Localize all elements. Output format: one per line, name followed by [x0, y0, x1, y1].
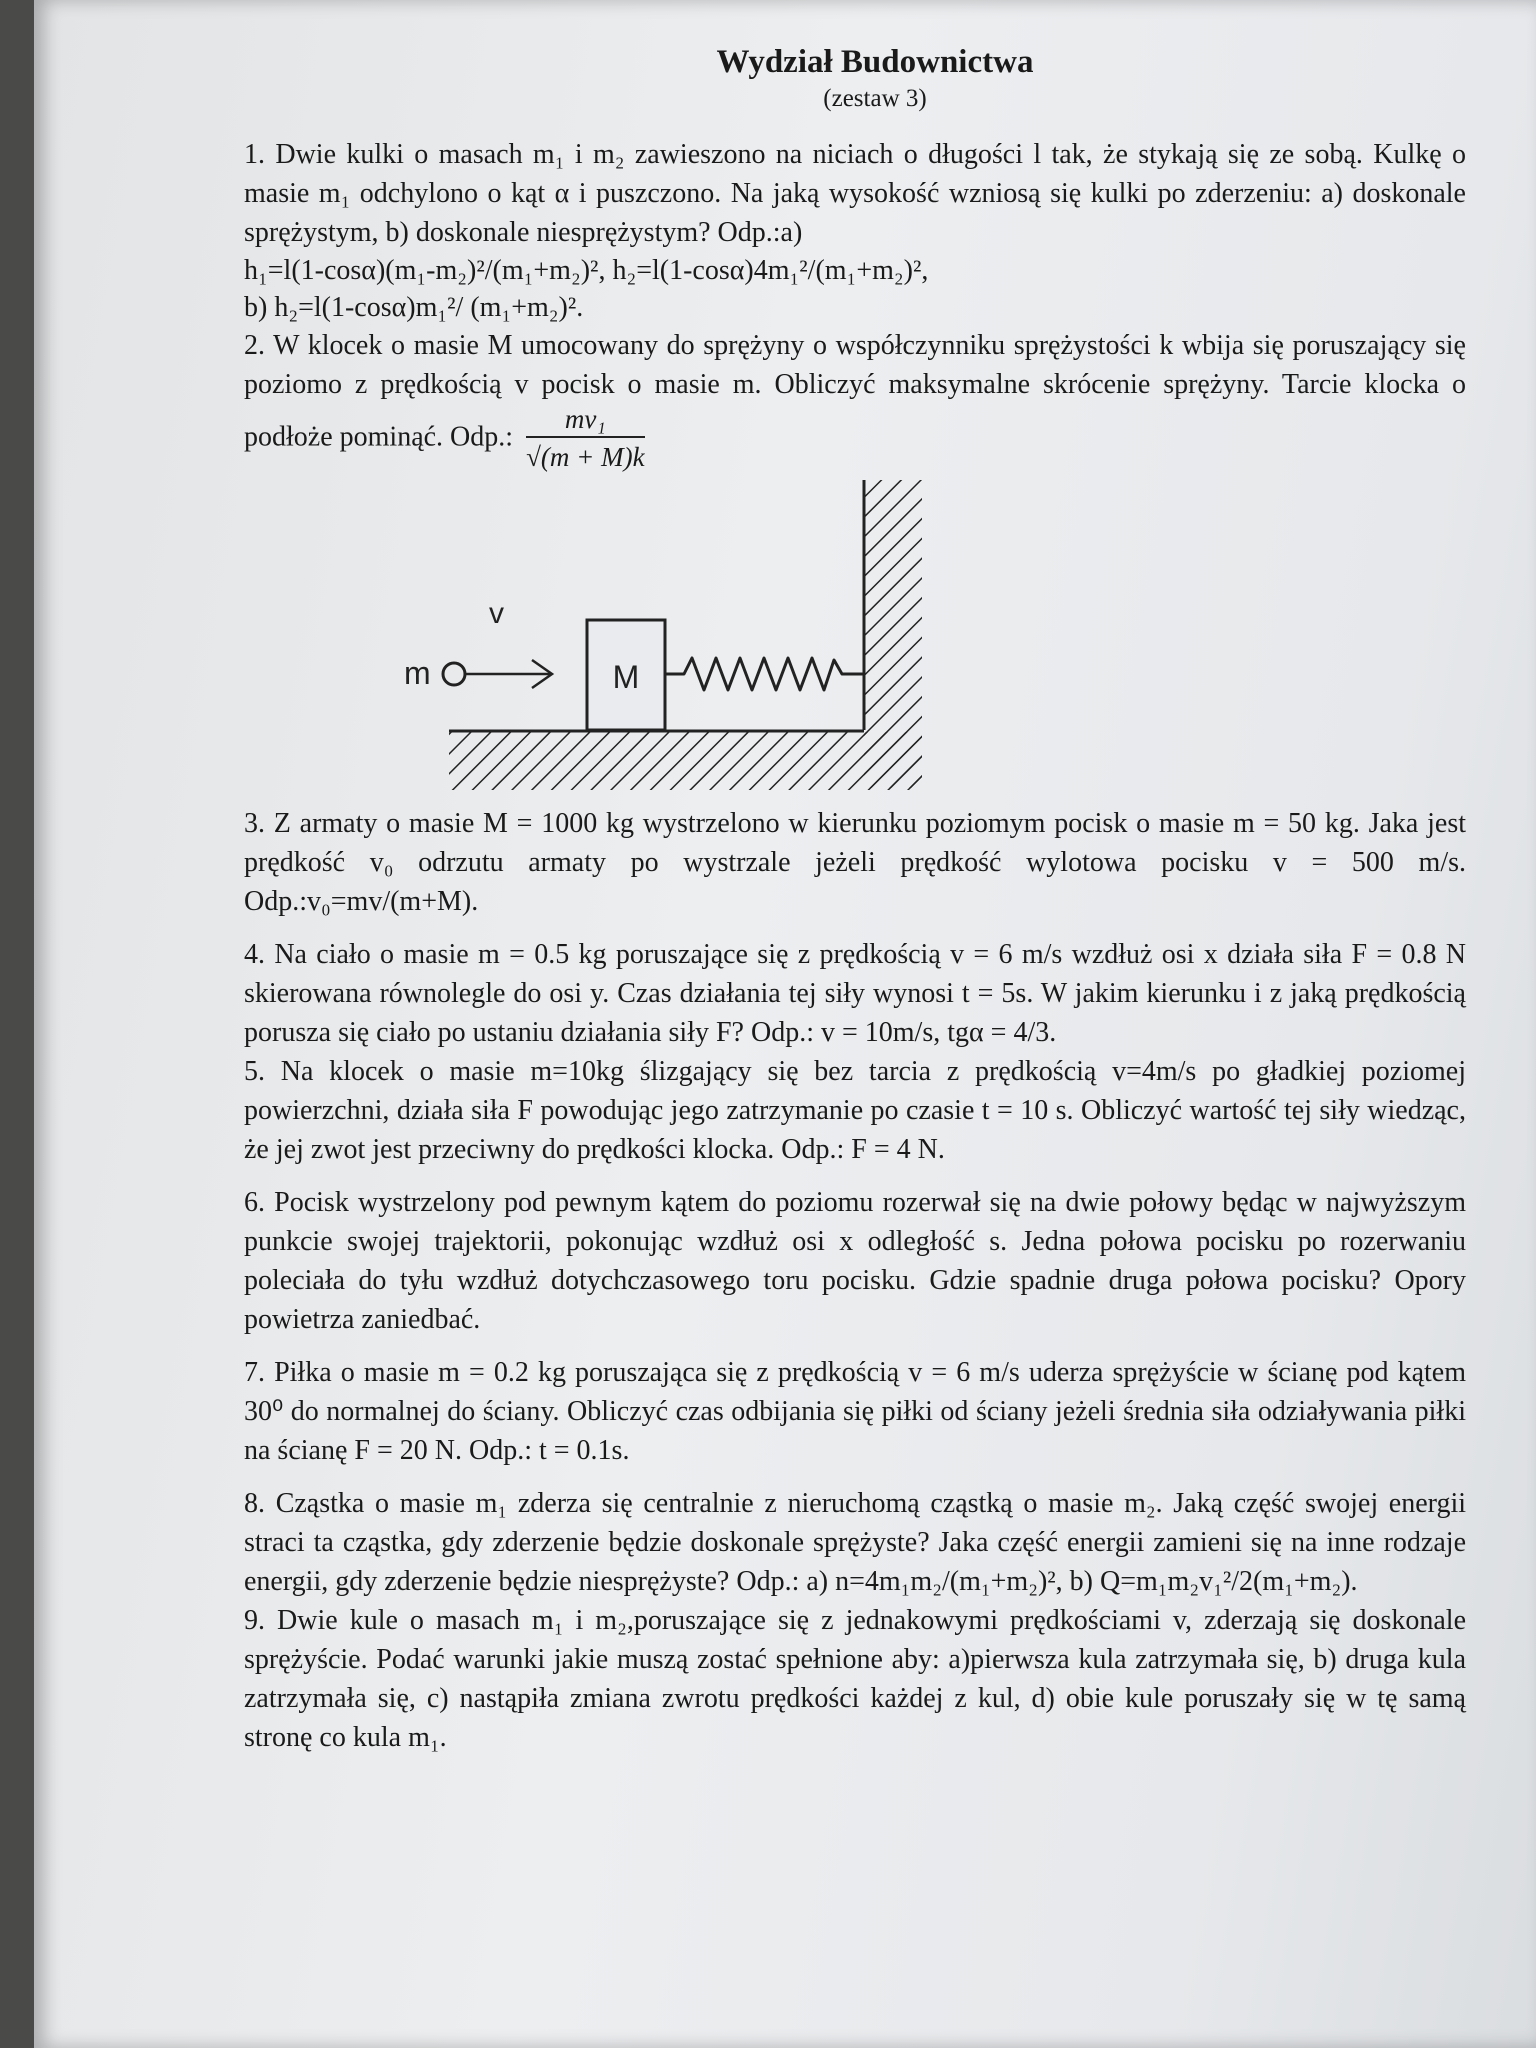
problem-1 — [244, 135, 1466, 326]
problem-1-answer-b: b) h₂=l(1-cosα)m₁²/ (m₁+m₂)². — [244, 292, 584, 323]
problem-2-answer-fraction — [526, 404, 645, 474]
problem-1-answer-a: h₁=l(1-cosα)(m₁-m₂)²/(m₁+m₂)², h₂=l(1-cosα)4m₁²/(m₁+m₂)², — [244, 255, 929, 286]
worksheet-content — [244, 44, 1466, 1757]
problem-4-number: 4. — [244, 939, 265, 970]
block-label: M — [612, 659, 640, 695]
problem-2 — [244, 326, 1466, 474]
projectile-label: m — [404, 655, 431, 691]
page-title: Wydział Budownictwa — [716, 44, 1034, 80]
paper-sheet — [34, 0, 1536, 2048]
fraction-numerator: mv₁ — [526, 404, 645, 438]
problem-6-number: 6. — [244, 1187, 265, 1218]
problem-7-text: Piłka o masie m = 0.2 kg poruszająca się z prędkością v = 6 m/s uderza sprężyście w ścianę pod kątem 30⁰ do normalnej do ściany. Obliczyć czas odbijania się piłki od ściany jeżeli średnia siła odziaływania piłki na ścianę F = 20 N. Odp.: t = 0.1s. — [244, 1357, 1466, 1466]
page-subtitle: (zestaw 3) — [823, 85, 927, 112]
fraction-denominator: √(m + M)k — [526, 442, 645, 472]
problem-5 — [244, 1052, 1466, 1169]
problem-3-text: Z armaty o masie M = 1000 kg wystrzelono w kierunku poziomym pocisk o masie m = 50 kg. Jaka jest prędkość v₀ odrzutu armaty po wystrzale jeżeli prędkość wylotowa pocisku v = 500 m/s. Odp.:v₀=mv/(m+M). — [244, 808, 1467, 917]
problem-8 — [244, 1484, 1466, 1601]
problem-3 — [244, 804, 1466, 921]
spring-block-diagram — [244, 480, 1466, 800]
problem-8-text: Cząstka o masie m₁ zderza się centralnie z nieruchomą cząstką o masie m₂. Jaką część swojej energii straci ta cząstka, gdy zderzenie będzie doskonale sprężyste? Jaka część energii zamieni się na inne rodzaje energii, gdy zderzenie będzie niesprężyste? Odp.: a) n=4m₁m₂/(m₁+m₂)², b) Q=m₁m₂v₁²/2(m₁+m₂). — [244, 1488, 1467, 1597]
problem-5-text: Na klocek o masie m=10kg ślizgający się bez tarcia z prędkością v=4m/s po gładkiej poziomej powierzchni, działa siła F powodując jego zatrzymanie po czasie t = 10 s. Obliczyć wartość tej siły wiedząc, że jej zwot jest przeciwny do prędkości klocka. Odp.: F = 4 N. — [244, 1056, 1467, 1165]
problem-4-text: Na ciało o masie m = 0.5 kg poruszające się z prędkością v = 6 m/s wzdłuż osi x działa siła F = 0.8 N skierowana równolegle do osi y. Czas działania tej siły wynosi t = 5s. W jakim kierunku i z jaką prędkością porusza się ciało po ustaniu działania siły F? Odp.: v = 10m/s, tgα = 4/3. — [244, 939, 1467, 1048]
velocity-label: v — [489, 597, 504, 630]
problem-2-number: 2. — [244, 330, 265, 361]
diagram-svg — [404, 480, 1164, 800]
problem-5-number: 5. — [244, 1056, 265, 1087]
projectile-ball — [443, 663, 465, 685]
floor-hatching — [449, 732, 922, 790]
problem-3-number: 3. — [244, 808, 265, 839]
problem-8-number: 8. — [244, 1488, 265, 1519]
problem-4 — [244, 935, 1466, 1052]
problem-2-text: W klocek o masie M umocowany do sprężyny o współczynniku sprężystości k wbija się poruszający się poziomo z prędkością v pocisk o masie m. Obliczyć maksymalne skrócenie sprężyny. Tarcie klocka o podłoże pominąć. Odp.: — [244, 330, 1466, 453]
problem-6-text: Pocisk wystrzelony pod pewnym kątem do poziomu rozerwał się na dwie połowy będąc w najwyższym punkcie swojej trajektorii, pokonując wzdłuż osi x odległość s. Jedna połowa pocisku po rozerwaniu poleciała do tyłu wzdłuż dotychczasowego toru pocisku. Gdzie spadnie druga połowa pocisku? Opory powietrza zaniedbać. — [244, 1187, 1466, 1335]
problem-7-number: 7. — [244, 1357, 265, 1388]
problem-1-number: 1. — [244, 139, 265, 170]
spring — [665, 658, 864, 690]
problem-1-text: Dwie kulki o masach m₁ i m₂ zawieszono na niciach o długości l tak, że stykają się ze sobą. Kulkę o masie m₁ odchylono o kąt α i puszczono. Na jaką wysokość wzniosą się kulki po zderzeniu: a) doskonale sprężystym, b) doskonale niesprężystym? Odp.:a) — [244, 139, 1467, 248]
problem-7 — [244, 1353, 1466, 1470]
problem-9-number: 9. — [244, 1605, 265, 1636]
problem-9 — [244, 1601, 1466, 1757]
problem-6 — [244, 1183, 1466, 1339]
problem-9-text: Dwie kule o masach m₁ i m₂,poruszające się z jednakowymi prędkościami v, zderzają się doskonale sprężyście. Podać warunki jakie muszą zostać spełnione aby: a)pierwsza kula zatrzymała się, b) druga kula zatrzymała się, c) nastąpiła zmiana zwrotu prędkości każdej z kul, d) obie kule poruszały się w tę samą stronę co kula m₁. — [244, 1605, 1466, 1753]
